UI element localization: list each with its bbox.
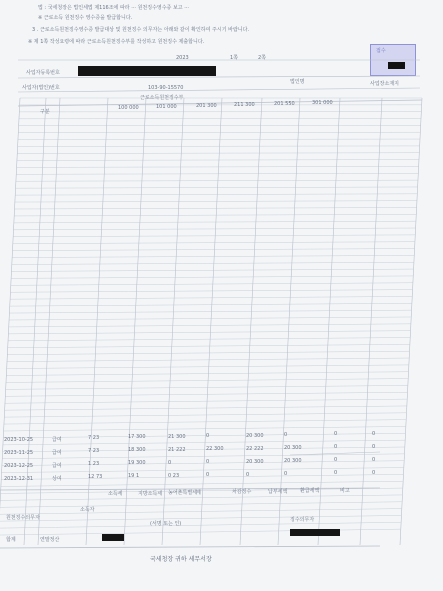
row-value: 0 — [334, 444, 338, 451]
table-row-line — [8, 344, 410, 347]
table-row-line — [18, 139, 420, 140]
header-line-1: 법 : 국세청장은 법인세법 제116조에 따라 ··· 원천징수영수증 보고 ··· — [38, 5, 189, 11]
table-row-line — [16, 180, 418, 181]
total-label: 합계 — [6, 537, 16, 543]
table-row-line — [12, 262, 414, 264]
table-row-line — [9, 324, 411, 327]
table-row-line — [2, 443, 404, 452]
table-row-line — [5, 399, 407, 403]
table-row-line — [16, 187, 418, 188]
top-row-value: 201 300 — [196, 103, 217, 109]
top-row-value: 301 000 — [312, 100, 333, 106]
table-row-line — [3, 426, 405, 431]
row-value: 0 — [372, 443, 376, 450]
table-row-line — [4, 420, 406, 424]
bottom-column-label: 차감징수 — [232, 489, 252, 495]
receiver-label: 소득자 — [80, 507, 95, 513]
header-line-4: ※ 제 1쪽 작성요령에 따라 근로소득원천징수부를 작성하고 원천징수 제출합니다. — [28, 39, 205, 45]
row-value: 0 23 — [168, 472, 180, 479]
row-value: 20 300 — [246, 458, 264, 465]
header-line-3: 3 . 근로소득원천징수영수증 발급대상 및 원천징수 의무자는 아래와 같이 확인하여 주시기 바랍니다. — [32, 27, 250, 33]
row-value: 0 — [372, 430, 376, 437]
footer-title: 국세청장 귀하 세무서장 — [150, 556, 212, 563]
row-value: 20 300 — [246, 432, 264, 439]
table-row-line — [14, 221, 416, 223]
bottom-row-label: 원천징수의무자 — [6, 515, 40, 521]
row-value: 0 — [284, 471, 288, 477]
table-row-line — [17, 153, 419, 154]
table-row-line — [10, 296, 412, 299]
row-value: 0 — [168, 459, 172, 466]
table-row-line — [0, 495, 402, 500]
row-value: 7 23 — [88, 448, 100, 454]
row-date: 2023-12-31 — [4, 476, 34, 482]
row-date: 2023-11-25 — [4, 450, 34, 456]
top-row-value: 211 300 — [234, 102, 255, 108]
table-column-divider — [400, 98, 422, 545]
top-row-value: 201 550 — [274, 101, 295, 107]
table-row-line — [17, 166, 419, 167]
signature-label: (서명 또는 인) — [150, 521, 182, 527]
row-value: 0 — [206, 459, 210, 466]
table-row-line — [13, 228, 415, 230]
header-box-mid-2 — [18, 85, 420, 92]
row-value: 19 300 — [128, 460, 146, 467]
row-kind: 급여 — [52, 450, 62, 456]
table-row-line — [13, 242, 415, 244]
table-row-line — [0, 509, 401, 515]
table-row-line — [8, 338, 410, 341]
header-box-mid — [18, 76, 420, 78]
row-value: 1 23 — [88, 461, 100, 467]
table-row-line — [15, 194, 417, 195]
top-row-value: 101 000 — [156, 104, 177, 110]
table-row-line — [12, 255, 414, 257]
table-row-line — [12, 249, 414, 251]
table-row-line — [14, 207, 416, 209]
header-line-2: ※ 근로소득 원천징수 영수증을 발급합니다. — [38, 15, 133, 21]
company-right-label: 법인명 — [290, 79, 305, 85]
company-reg-number: 103-90-15570 — [148, 85, 184, 91]
row-value: 0 — [246, 471, 250, 478]
table-row-line — [7, 358, 409, 362]
table-row-line — [2, 454, 404, 459]
issuer-label: 징수의무자 — [290, 517, 315, 523]
row-value: 0 — [334, 431, 338, 438]
row-value: 21 222 — [168, 446, 186, 453]
stamp-text: 접수 — [376, 48, 386, 54]
company-name-label: 사업자등록번호 — [26, 70, 60, 76]
row-value: 22 300 — [206, 446, 224, 453]
row-value: 0 — [372, 456, 376, 463]
row-value: 7 23 — [88, 435, 100, 441]
table-row-line — [1, 481, 403, 486]
row-value: 18 300 — [128, 447, 146, 454]
row-value: 20 300 — [284, 445, 302, 451]
row-value: 22 222 — [246, 445, 264, 452]
header-year: 2023 — [176, 55, 189, 61]
top-row-label: 구분 — [40, 109, 50, 115]
table-row-line — [11, 269, 413, 271]
row-date: 2023-12-25 — [4, 463, 34, 469]
table-row-line — [7, 351, 409, 354]
table-row-line — [9, 310, 411, 313]
table-column-divider — [200, 98, 222, 545]
redacted-signature-right — [290, 529, 340, 536]
table-row-line — [8, 331, 410, 334]
table-column-divider — [240, 98, 262, 545]
bottom-column-label: 비고 — [340, 487, 350, 494]
table-row-line — [9, 317, 411, 320]
row-value: 21 300 — [168, 433, 186, 440]
table-row-line — [10, 290, 412, 293]
row-value: 0 — [334, 457, 338, 464]
table-row-line — [4, 406, 406, 410]
row-date: 2023-10-25 — [4, 437, 34, 443]
table-row-line — [11, 283, 413, 286]
table-row-line — [0, 515, 401, 521]
row-value: 0 — [372, 469, 376, 476]
table-row-line — [15, 201, 417, 202]
table-row-line — [0, 529, 400, 535]
table-column-divider — [278, 98, 300, 545]
top-row-value: 100 000 — [118, 105, 139, 111]
table-row-line — [0, 522, 401, 528]
table-row-line — [5, 392, 407, 396]
bottom-column-label: 환급세액 — [300, 488, 320, 494]
row-kind: 급여 — [52, 463, 62, 469]
table-column-divider — [318, 98, 340, 545]
header-page-label: 1쪽 — [230, 55, 239, 61]
table-row-line — [6, 385, 408, 389]
table-row-line — [13, 235, 415, 237]
row-value: 0 — [284, 432, 288, 438]
table-header-bottom — [18, 100, 422, 106]
total-sub-label: 연말정산 — [40, 537, 60, 543]
company-address-note: 근로소득원천징수부 — [140, 95, 184, 101]
row-kind: 급여 — [52, 437, 62, 443]
row-value: 19 1 — [128, 473, 140, 480]
table-row-line — [16, 173, 418, 174]
row-kind: 상여 — [52, 476, 62, 482]
table-row-line — [7, 365, 409, 369]
table-row-line — [6, 379, 408, 383]
bottom-column-label: 계 — [196, 489, 201, 496]
table-row-line — [6, 372, 408, 376]
row-value: 20 300 — [284, 458, 302, 464]
bottom-column-label: 농어촌특별세 — [168, 490, 197, 496]
bottom-column-label: 지방소득세 — [138, 490, 163, 497]
row-value: 0 — [206, 433, 210, 440]
bottom-column-label: 소득세 — [108, 491, 123, 497]
header-page-label-2: 2쪽 — [258, 55, 267, 61]
table-row-line — [14, 214, 416, 216]
table-row-line — [11, 276, 413, 278]
bottom-column-label: 납부세액 — [268, 488, 288, 495]
table-row-line — [2, 458, 404, 466]
table-row-line — [0, 502, 402, 508]
row-value: 12 73 — [88, 474, 103, 480]
redacted-signature-left — [102, 534, 124, 541]
table-row-line — [10, 303, 412, 306]
row-value: 0 — [206, 472, 210, 479]
row-value: 17 300 — [128, 434, 146, 441]
company-right-label-2: 사업장소재지 — [370, 81, 399, 87]
table-row-line — [17, 160, 419, 161]
table-row-line — [4, 413, 406, 417]
row-value: 0 — [334, 470, 338, 477]
bottom-section-bottom — [0, 546, 380, 548]
table-row-line — [18, 146, 420, 147]
table-column-divider — [360, 98, 382, 545]
company-reg-label: 사업자(법인)번호 — [22, 85, 60, 91]
